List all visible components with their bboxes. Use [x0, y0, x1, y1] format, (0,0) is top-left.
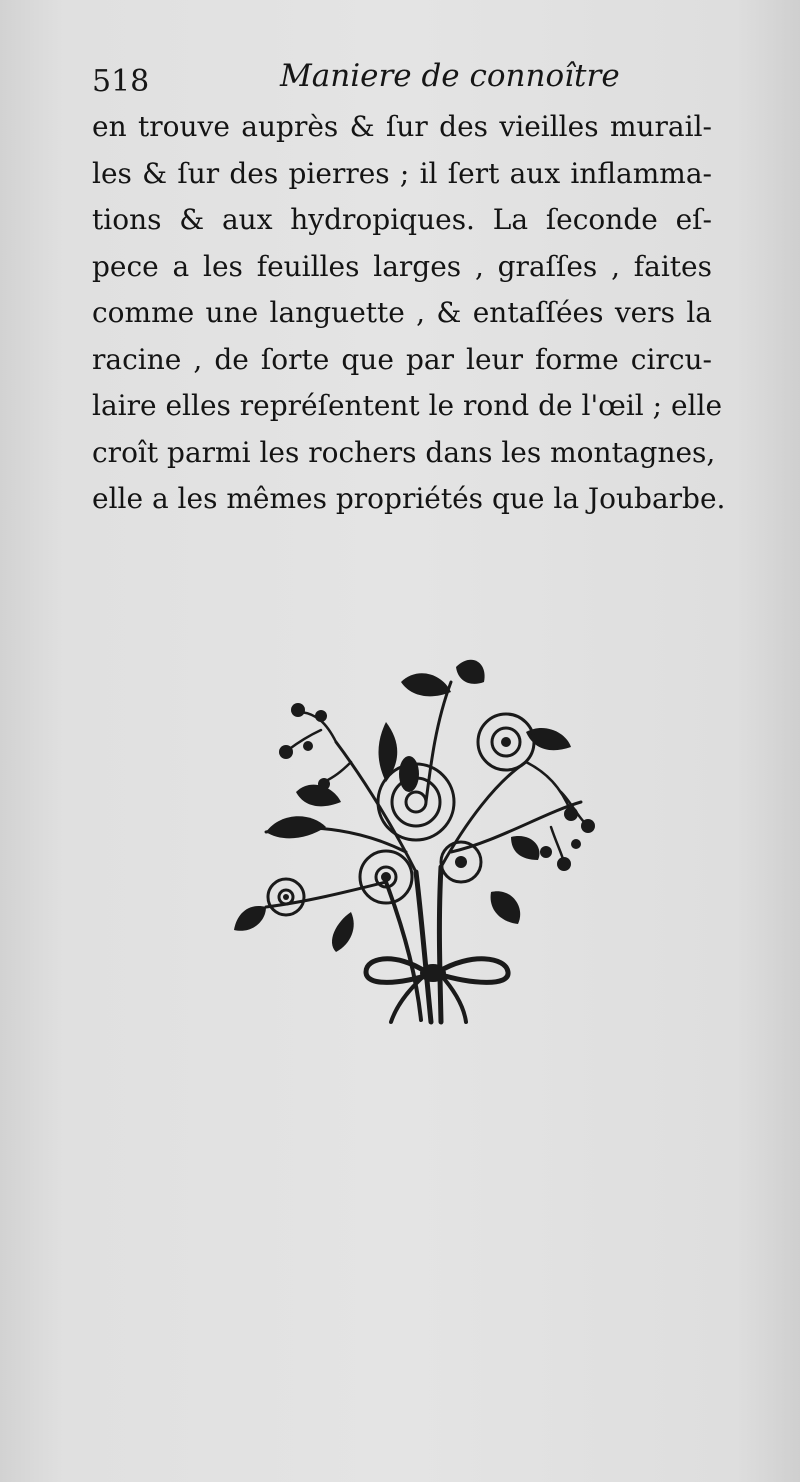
text-line: comme une languette , & entaſſées vers la [92, 296, 712, 329]
text-line: les & ſur des pierres ; il ſert aux inflamma- [92, 156, 712, 190]
text-line: pece a les feuilles larges , graſſes , faites [92, 249, 712, 283]
text-line: en trouve auprès & ſur des vieilles murail- [92, 110, 712, 143]
text-line: racine , de ſorte que par leur forme circu- [92, 342, 712, 376]
floral-bouquet-icon [226, 652, 606, 1028]
text-line: croît parmi les rochers dans les montagnes, [92, 435, 716, 469]
page-number: 518 [92, 64, 150, 99]
running-head: Maniere de connoître [280, 58, 620, 94]
text-line: tions & aux hydropiques. La ſeconde eſ- [92, 203, 712, 236]
text-line: laire elles repréſentent le rond de l'œil ; elle [92, 389, 723, 422]
body-paragraph [92, 104, 726, 523]
page-header [92, 58, 712, 102]
text-line: elle a les mêmes propriétés que la Joubarbe. [92, 482, 726, 515]
